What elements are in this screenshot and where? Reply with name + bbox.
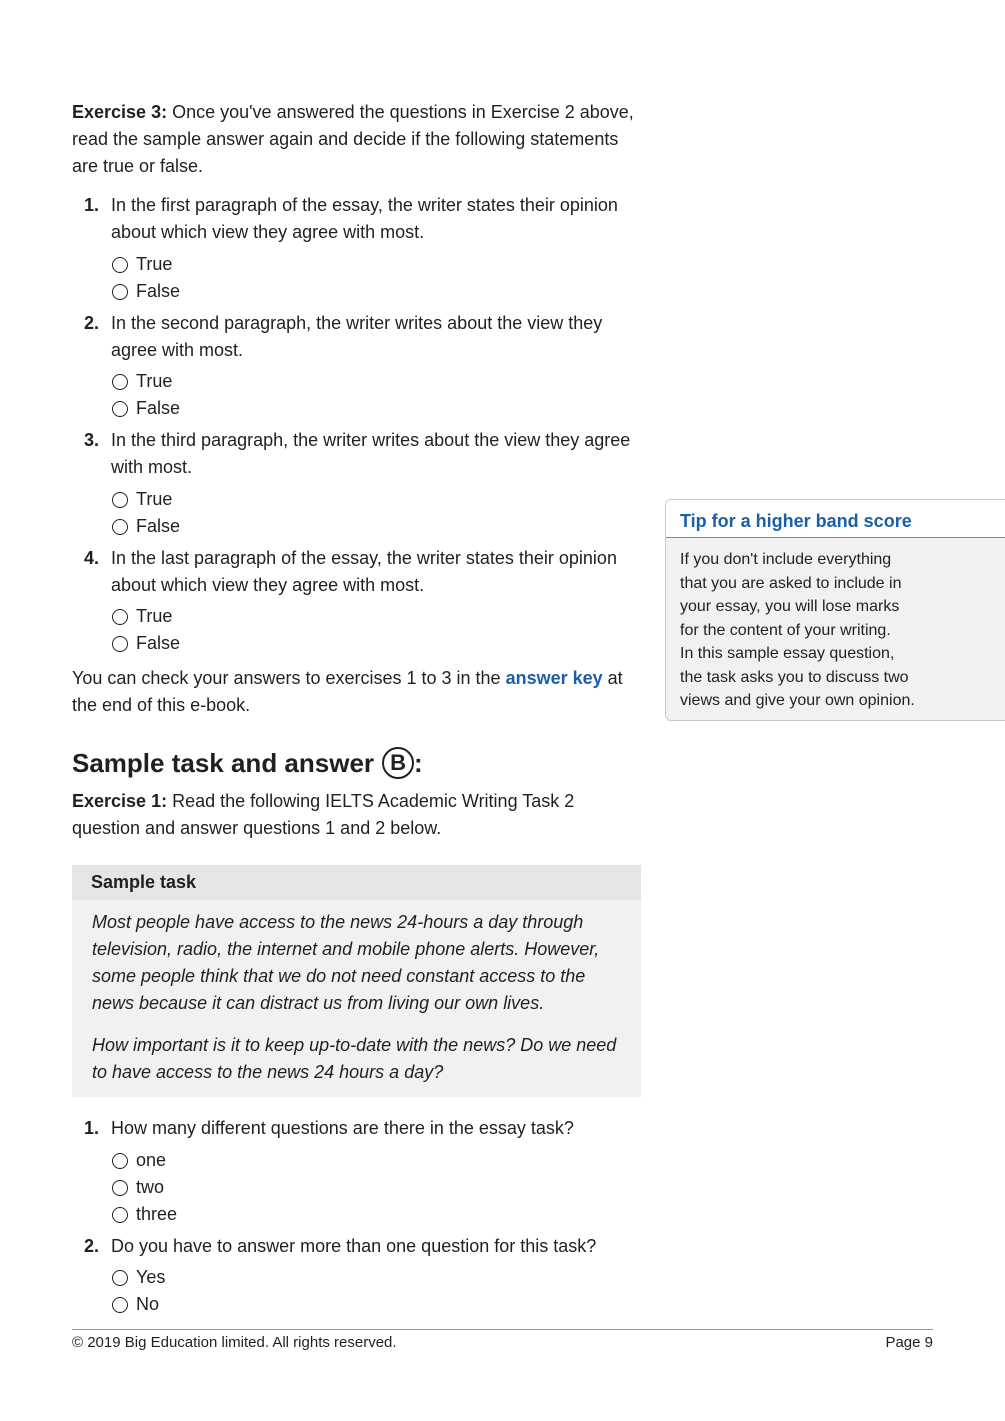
radio-button[interactable] xyxy=(112,401,128,417)
radio-button[interactable] xyxy=(112,1297,128,1313)
exercise-text: Once you've answered the questions in Exercise 2 above, read the sample answer again and decide if the following statements are true or false. xyxy=(72,102,634,176)
question-number: 3. xyxy=(84,430,100,450)
question-text: In the first paragraph of the essay, the writer states their opinion about which view they agree with most. xyxy=(111,195,618,242)
radio-button[interactable] xyxy=(112,1153,128,1169)
option-label: one xyxy=(136,1150,167,1170)
tip-line: views and give your own opinion. xyxy=(680,692,915,709)
option-label: three xyxy=(136,1204,178,1224)
radio-option[interactable] xyxy=(112,1291,159,1318)
radio-option[interactable] xyxy=(112,630,180,657)
question xyxy=(84,427,644,481)
question-text: Do you have to answer more than one question for this task? xyxy=(111,1236,597,1256)
exercise-label: Exercise 3: xyxy=(72,102,168,122)
tip-line: In this sample essay question, xyxy=(680,645,895,662)
radio-button[interactable] xyxy=(112,1207,128,1223)
question-number: 2. xyxy=(84,1236,100,1256)
option-label: True xyxy=(136,371,173,391)
radio-button[interactable] xyxy=(112,519,128,535)
task-paragraph: How important is it to keep up-to-date with the news? Do we need to have access to the news 24 hours a day? xyxy=(92,1035,617,1082)
question xyxy=(84,192,644,246)
sample-task-box xyxy=(72,865,641,1097)
radio-button[interactable] xyxy=(112,492,128,508)
answer-key-note xyxy=(72,665,647,719)
radio-option[interactable] xyxy=(112,1174,164,1201)
question-text: In the third paragraph, the writer writes about the view they agree with most. xyxy=(111,430,631,477)
radio-option[interactable] xyxy=(112,1264,165,1291)
radio-option[interactable] xyxy=(112,1147,166,1174)
radio-button[interactable] xyxy=(112,1180,128,1196)
radio-option[interactable] xyxy=(112,368,172,395)
footer-divider xyxy=(72,1329,933,1330)
question-text: In the second paragraph, the writer writes about the view they agree with most. xyxy=(111,313,603,360)
option-label: False xyxy=(136,633,181,653)
radio-button[interactable] xyxy=(112,636,128,652)
exercise-text: Read the following IELTS Academic Writing Task 2 question and answer questions 1 and 2 below. xyxy=(72,791,575,838)
tip-line: the task asks you to discuss two xyxy=(680,668,909,686)
radio-button[interactable] xyxy=(112,374,128,390)
question xyxy=(84,545,644,599)
option-label: two xyxy=(136,1177,165,1197)
option-label: False xyxy=(136,398,181,418)
tip-title: Tip for a higher band score xyxy=(666,500,1005,538)
question-text: In the last paragraph of the essay, the writer states their opinion about which view they agree with most. xyxy=(111,548,617,595)
radio-option[interactable] xyxy=(112,513,180,540)
tip-box xyxy=(665,499,1005,721)
radio-option[interactable] xyxy=(112,278,180,305)
tip-line: that you are asked to include in xyxy=(680,574,902,592)
tip-line: for the content of your writing. xyxy=(680,621,891,639)
question xyxy=(84,310,644,364)
tip-line: If you don't include everything xyxy=(680,551,892,568)
radio-option[interactable] xyxy=(112,1201,177,1228)
radio-option[interactable] xyxy=(112,603,172,630)
option-label: No xyxy=(136,1294,160,1314)
tip-line: your essay, you will lose marks xyxy=(680,598,900,615)
option-label: False xyxy=(136,516,181,536)
radio-button[interactable] xyxy=(112,284,128,300)
radio-button[interactable] xyxy=(112,257,128,273)
option-label: True xyxy=(136,606,173,626)
exercise3-instructions xyxy=(72,99,647,180)
radio-option[interactable] xyxy=(112,395,180,422)
question xyxy=(84,1115,644,1142)
radio-button[interactable] xyxy=(112,1270,128,1286)
section-heading xyxy=(72,744,423,782)
task-paragraph: Most people have access to the news 24-hours a day through television, radio, the internet and mobile phone alerts. However, some people think that we do not need constant access to the news because it can distract us from living our own lives. xyxy=(92,912,600,1013)
section-title: Sample task and answer xyxy=(72,748,375,778)
answer-key-link[interactable]: answer key xyxy=(505,668,603,688)
note-text: You can check your answers to exercises 1 to 3 in the xyxy=(72,668,506,688)
note-text: at the end of this e-book. xyxy=(72,668,623,715)
question-number: 1. xyxy=(84,1118,100,1138)
page-number: Page 9 xyxy=(885,1334,933,1351)
radio-option[interactable] xyxy=(112,486,172,513)
radio-option[interactable] xyxy=(112,251,172,278)
question-number: 2. xyxy=(84,313,100,333)
question-text: How many different questions are there in the essay task? xyxy=(111,1118,574,1138)
option-label: True xyxy=(136,254,173,274)
radio-button[interactable] xyxy=(112,609,128,625)
option-label: True xyxy=(136,489,173,509)
option-label: False xyxy=(136,281,181,301)
question-number: 1. xyxy=(84,195,100,215)
question-number: 4. xyxy=(84,548,100,568)
exercise1-instructions xyxy=(72,788,647,842)
sample-task-header: Sample task xyxy=(72,865,641,900)
exercise-label: Exercise 1: xyxy=(72,791,168,811)
colon: : xyxy=(414,748,423,778)
option-label: Yes xyxy=(136,1267,166,1287)
copyright: © 2019 Big Education limited. All rights reserved. xyxy=(72,1334,397,1351)
question xyxy=(84,1233,644,1260)
sample-b-badge: B xyxy=(382,747,414,779)
